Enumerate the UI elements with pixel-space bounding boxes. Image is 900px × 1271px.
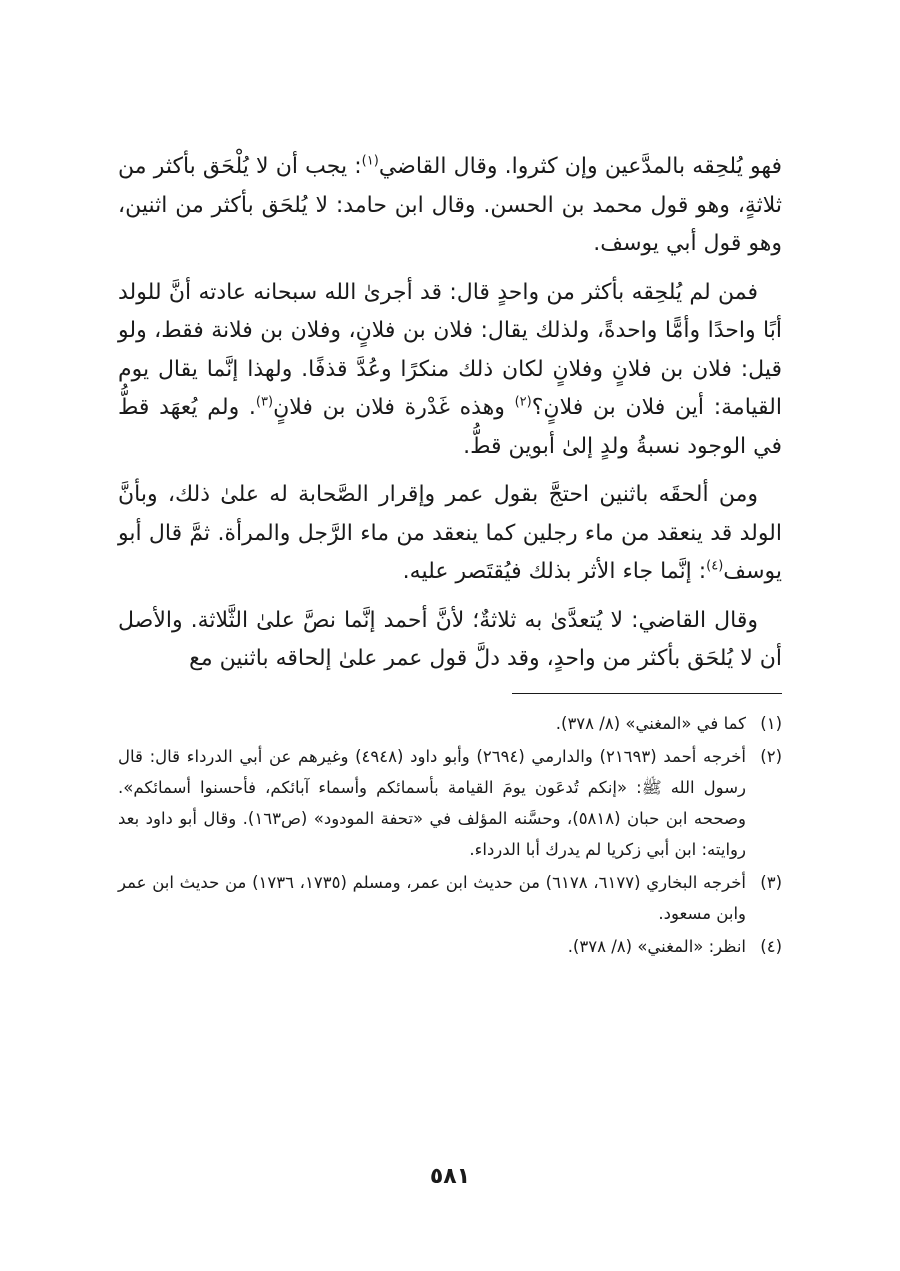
paragraph-4: وقال القاضي: لا يُتعدَّىٰ به ثلاثةٌ؛ لأنَّ أحمد إنَّما نصَّ علىٰ الثَّلاثة. والأصل أن لا يُلحَق بأكثر من واحدٍ، وقد دلَّ قول عمر علىٰ إلحاقه باثنين مع: [118, 607, 782, 671]
main-text: [118, 148, 782, 679]
footnote-4: [118, 931, 782, 962]
footnote-text: كما في «المغني» (٨/ ٣٧٨).: [555, 713, 746, 733]
footnote-text: أخرجه أحمد (٢١٦٩٣) والدارمي (٢٦٩٤) وأبو داود (٤٩٤٨) وغيرهم عن أبي الدرداء قال: قال رسول الله ﷺ: «إنكم تُدعَون يومَ القيامة بأسمائكم وأسماء آبائكم، فأحسنوا أسمائكم». وصححه ابن حبان (٥٨١٨)، وحسَّنه المؤلف في «تحفة المودود» (ص١٦٣). وقال أبو داود بعد روايته: ابن أبي زكريا لم يدرك أبا الدرداء.: [118, 746, 747, 859]
footnote-number: (٤): [760, 936, 782, 956]
footnote-text: أخرجه البخاري (٦١٧٧، ٦١٧٨) من حديث ابن عمر، ومسلم (١٧٣٥، ١٧٣٦) من حديث ابن عمر وابن مسعود.: [118, 872, 746, 923]
footnotes: [118, 708, 782, 962]
footnote-ref-2: (٢): [514, 394, 532, 410]
footnote-ref-3: (٣): [255, 394, 274, 410]
footnote-number: (٣): [760, 872, 782, 892]
paragraph-1: فهو يُلحِقه بالمدَّعين وإن كثروا. وقال القاضي$^{(١)}$: يجب أن لا يُلْحَق بأكثر من ثلاثةٍ، وهو قول محمد بن الحسن. وقال ابن حامد: لا يُلحَق بأكثر من اثنين، وهو قول أبي يوسف.: [118, 153, 782, 256]
page-content: [118, 148, 782, 964]
page-number: ٥٨١: [429, 1164, 471, 1189]
footnote-ref-1: (١): [361, 153, 379, 169]
footnote-ref-4: (٤): [706, 558, 724, 574]
footnote-3: [118, 867, 782, 929]
footnote-number: (١): [760, 713, 782, 733]
paragraph-2: فمن لم يُلحِقه بأكثر من واحدٍ قال: قد أجرىٰ الله سبحانه عادته أنَّ للولد أبًا واحدًا وأمًّا واحدةً، ولذلك يقال: فلان بن فلانٍ، وفلان بن فلانة فقط، ولو قيل: فلان بن فلانٍ وفلانٍ لكان ذلك منكرًا وعُدَّ قذفًا. ولهذا إنَّما يقال يوم القيامة: أين فلان بن فلانٍ؟$^{(٢)}$ وهذه غَدْرة فلان بن فلانٍ$^{(٣)}$. ولم يُعهَد قطُّ في الوجود نسبةُ ولدٍ إلىٰ أبوين قطُّ.: [118, 279, 782, 459]
footnote-divider: [512, 693, 782, 694]
footnote-text: انظر: «المغني» (٨/ ٣٧٨).: [567, 936, 746, 956]
paragraph-3: ومن ألحقَه باثنين احتجَّ بقول عمر وإقرار الصَّحابة له علىٰ ذلك، وبأنَّ الولد قد ينعقد من ماء رجلين كما ينعقد من ماء الرَّجل والمرأة. ثمَّ قال أبو يوسف$^{(٤)}$: إنَّما جاء الأثر بذلك فيُقتَصر عليه.: [118, 482, 782, 584]
footnote-1: [118, 708, 782, 739]
footnote-number: (٢): [760, 746, 782, 766]
footnote-2: [118, 741, 782, 865]
